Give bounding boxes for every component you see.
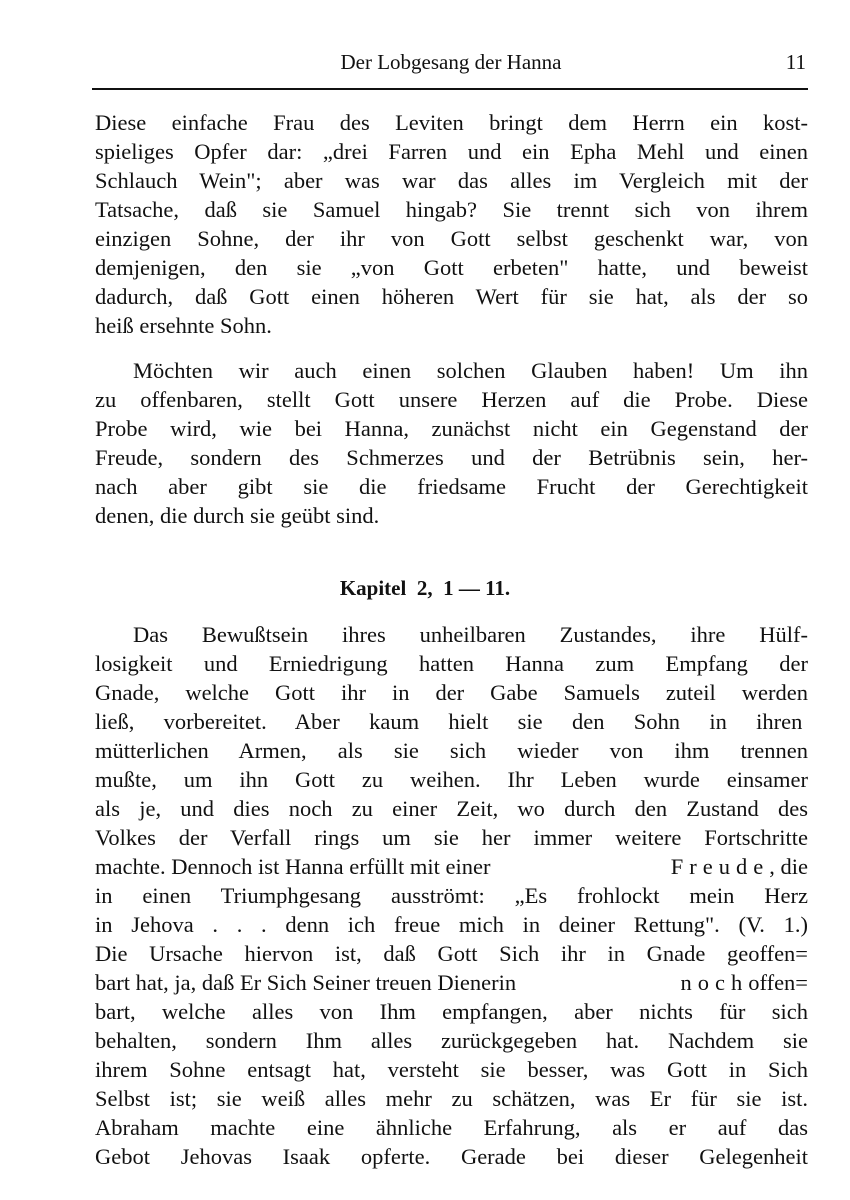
text-line: in Jehova . . . denn ich freue mich in deiner Rettung". (V. 1.) xyxy=(95,912,808,937)
text-line: Möchten wir auch einen solchen Glauben haben! Um ihn xyxy=(133,358,808,383)
text-line xyxy=(95,852,808,881)
text-line: Gnade, welche Gott ihr in der Gabe Samuels zuteil werden xyxy=(95,680,808,705)
text-line: mußte, um ihn Gott zu weihen. Ihr Leben wurde einsamer xyxy=(95,767,808,792)
text-line: einzigen Sohne, der ihr von Gott selbst geschenkt war, von xyxy=(95,226,808,251)
emphasized-word: noch xyxy=(680,970,749,995)
text-line: Diese einfache Frau des Leviten bringt dem Herrn ein kost- xyxy=(95,110,808,135)
text-line: losigkeit und Erniedrigung hatten Hanna zum Empfang der xyxy=(95,651,808,676)
text-line: ließ, vorbereitet. Aber kaum hielt sie den Sohn in ihren xyxy=(95,709,803,734)
text-line: Volkes der Verfall rings um sie her immer weitere Fortschritte xyxy=(95,825,808,850)
page-number: 11 xyxy=(785,50,806,74)
text-line: ihrem Sohne entsagt hat, versteht sie besser, was Gott in Sich xyxy=(95,1057,808,1082)
text-line: mütterlichen Armen, als sie sich wieder von ihm trennen xyxy=(95,738,808,763)
text-line: heiß ersehnte Sohn. xyxy=(95,313,272,338)
text-line: Schlauch Wein"; aber was war das alles im Vergleich mit der xyxy=(95,168,808,193)
paragraph-2 xyxy=(95,356,808,530)
text-line: als je, und dies noch zu einer Zeit, wo durch den Zustand des xyxy=(95,796,808,821)
text-line: bart, welche alles von Ihm empfangen, aber nichts für sich xyxy=(95,999,808,1024)
paragraph-1 xyxy=(95,108,808,340)
chapter-heading xyxy=(0,576,850,601)
text-line: demjenigen, den sie „von Gott erbeten" hatte, und beweist xyxy=(95,255,808,280)
text-fragment: offen= xyxy=(748,970,808,995)
text-line: Gebot Jehovas Isaak opferte. Gerade bei dieser Gelegenheit xyxy=(95,1144,808,1169)
text-line: dadurch, daß Gott einen höheren Wert für sie hat, als der so xyxy=(95,284,808,309)
text-fragment: machte. Dennoch ist Hanna erfüllt mit einer xyxy=(95,854,491,879)
emphasized-word: Freude xyxy=(670,854,770,879)
text-line: Probe wird, wie bei Hanna, zunächst nicht ein Gegenstand der xyxy=(95,416,808,441)
text-line: Tatsache, daß sie Samuel hingab? Sie trennt sich von ihrem xyxy=(95,197,808,222)
text-line: behalten, sondern Ihm alles zurückgegeben hat. Nachdem sie xyxy=(95,1028,808,1053)
running-header xyxy=(92,50,810,80)
text-fragment: , die xyxy=(769,854,808,879)
text-line: Die Ursache hiervon ist, daß Gott Sich ihr in Gnade geoffen= xyxy=(95,941,808,966)
text-line: Selbst ist; sie weiß alles mehr zu schätzen, was Er für sie ist. xyxy=(95,1086,808,1111)
text-line: Freude, sondern des Schmerzes und der Betrübnis sein, her- xyxy=(95,445,808,470)
text-line: Abraham machte eine ähnliche Erfahrung, als er auf das xyxy=(95,1115,808,1140)
text-line: zu offenbaren, stellt Gott unsere Herzen auf die Probe. Diese xyxy=(95,387,808,412)
body-text xyxy=(95,108,808,530)
paragraph-3 xyxy=(95,620,808,1171)
running-title: Der Lobgesang der Hanna xyxy=(340,50,562,74)
text-line: in einen Triumphgesang ausströmt: „Es frohlockt mein Herz xyxy=(95,883,808,908)
header-rule xyxy=(92,88,808,90)
text-line xyxy=(95,968,808,997)
chapter-heading-text: Kapitel 2, 1 — 11. xyxy=(339,576,511,600)
text-line: denen, die durch sie geübt sind. xyxy=(95,503,380,528)
text-line: nach aber gibt sie die friedsame Frucht der Gerechtigkeit xyxy=(95,474,808,499)
text-line: Das Bewußtsein ihres unheilbaren Zustandes, ihre Hülf- xyxy=(133,622,808,647)
text-fragment: bart hat, ja, daß Er Sich Seiner treuen Dienerin xyxy=(95,970,517,995)
text-line: spieliges Opfer dar: „drei Farren und ein Epha Mehl und einen xyxy=(95,139,808,164)
